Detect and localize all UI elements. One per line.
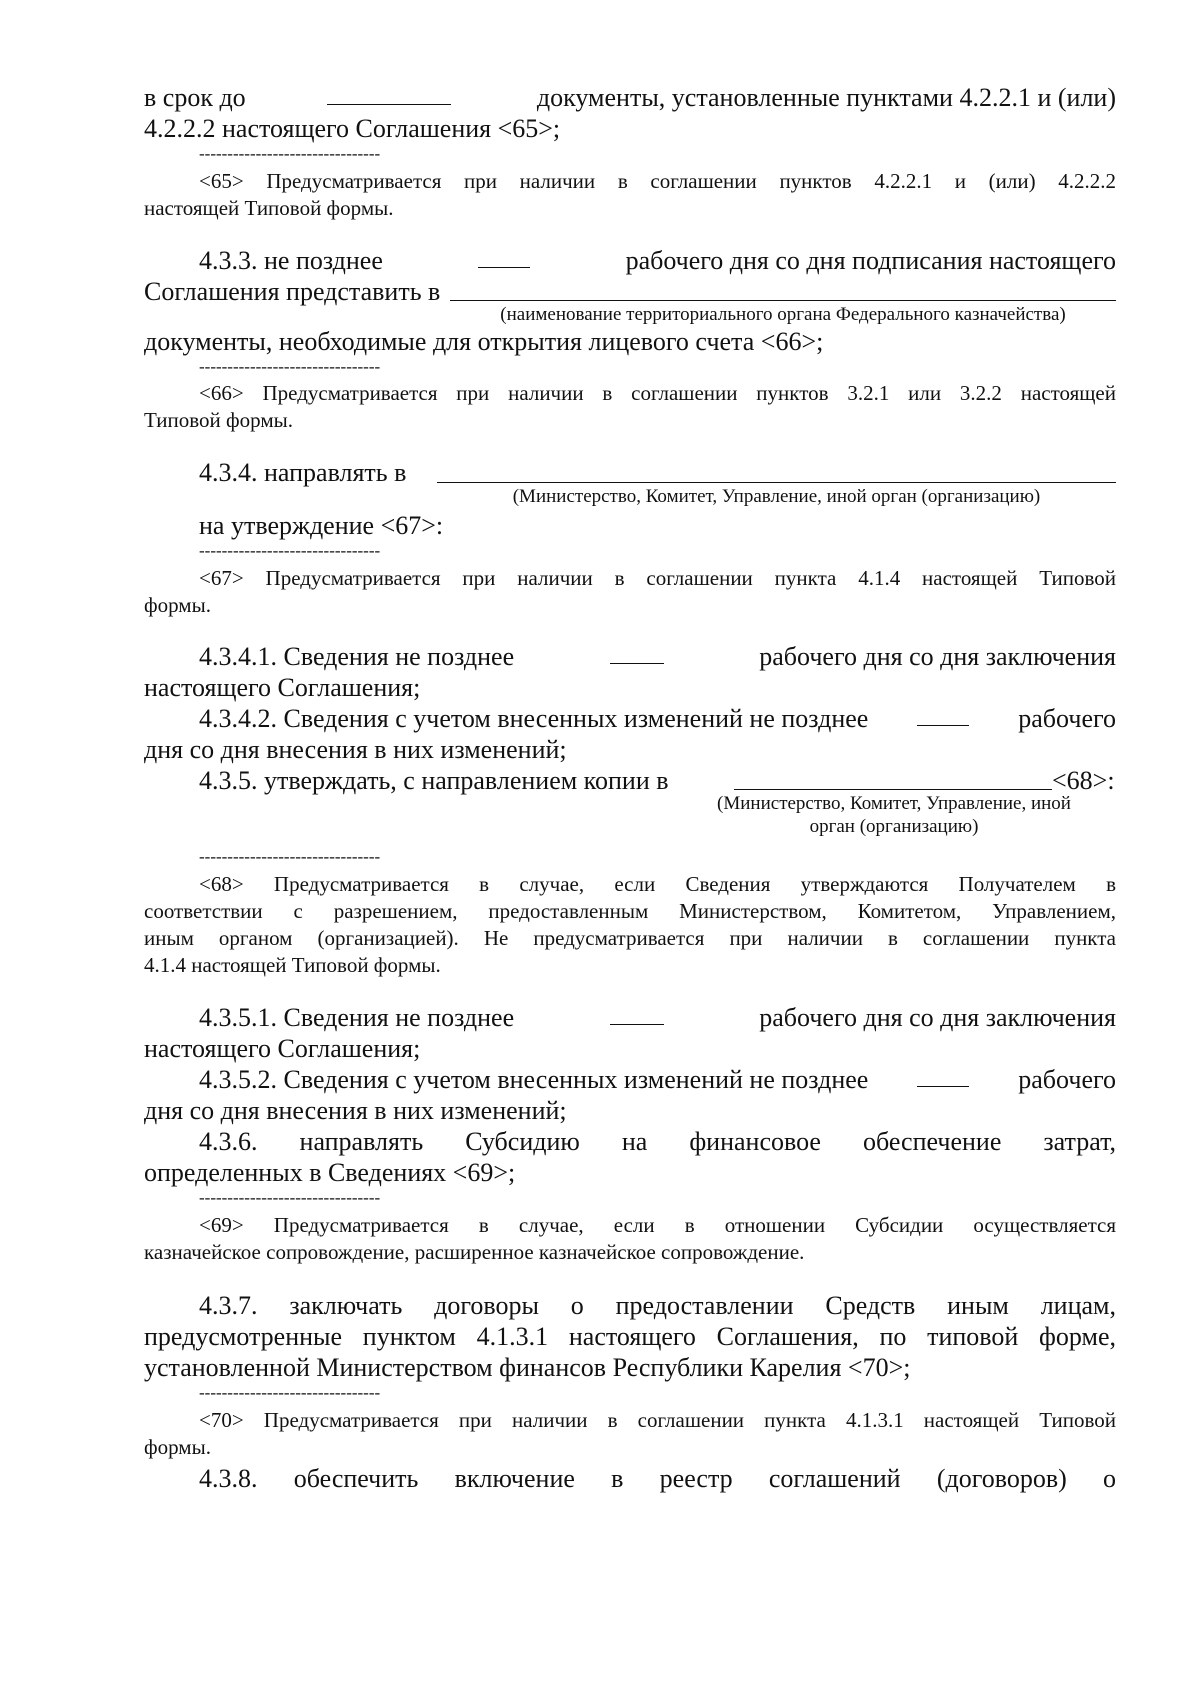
para-line: установленной Министерством финансов Республики Карелия <70>; xyxy=(144,1353,911,1382)
para-line: определенных в Сведениях <69>; xyxy=(144,1158,516,1187)
footnote-separator: -------------------------------- xyxy=(199,541,381,560)
footnote-separator: -------------------------------- xyxy=(199,1188,381,1207)
para-line: настоящего Соглашения; xyxy=(144,673,421,702)
para-line xyxy=(199,245,1116,277)
text-fragment: 4.3.3. не позднее xyxy=(199,246,383,275)
para-line xyxy=(199,1002,1116,1034)
footnote-68-cont: 4.1.4 настоящей Типовой формы. xyxy=(144,953,441,977)
text-fragment: рабочего дня со дня заключения xyxy=(759,1003,1116,1032)
para-line: Соглашения представить в xyxy=(144,277,441,306)
text-fragment: документы, установленные пунктами 4.2.2.1 и (или) xyxy=(536,83,1116,112)
footnote-separator: -------------------------------- xyxy=(199,144,381,163)
blank-day-field xyxy=(478,245,530,268)
para-line: 4.3.4. направлять в xyxy=(199,458,407,487)
blank-day-field xyxy=(917,703,969,726)
text-fragment: рабочего xyxy=(1018,704,1116,733)
footnote-68: <68> Предусматривается в случае, если Сведения утверждаются Получателем в xyxy=(199,872,1116,896)
footnote-65-cont: настоящей Типовой формы. xyxy=(144,196,394,220)
text-fragment: 4.3.4.1. Сведения не позднее xyxy=(199,642,515,671)
footnote-separator: -------------------------------- xyxy=(199,357,381,376)
footnote-66-cont: Типовой формы. xyxy=(144,408,293,432)
text-fragment: рабочего дня со дня заключения xyxy=(759,642,1116,671)
text-fragment: рабочего xyxy=(1018,1065,1116,1094)
footnote-68-cont: соответствии с разрешением, предоставленным Министерством, Комитетом, Управлением, xyxy=(144,899,1116,923)
blank-ministry-field xyxy=(437,482,1116,483)
text-fragment: рабочего дня со дня подписания настоящего xyxy=(625,246,1116,275)
blank-treasury-field xyxy=(450,300,1116,301)
footnote-69: <69> Предусматривается в случае, если в отношении Субсидии осуществляется xyxy=(199,1213,1116,1237)
para-line: 4.2.2.2 настоящего Соглашения <65>; xyxy=(144,114,561,143)
field-caption: орган (организацию) xyxy=(809,816,979,837)
footnote-67-cont: формы. xyxy=(144,593,211,617)
para-line: дня со дня внесения в них изменений; xyxy=(144,735,567,764)
text-fragment: <68>: xyxy=(1052,766,1115,795)
text-fragment: 4.3.4.2. Сведения с учетом внесенных изменений не позднее xyxy=(199,704,869,733)
footnote-separator: -------------------------------- xyxy=(199,847,381,866)
footnote-69-cont: казначейское сопровождение, расширенное казначейское сопровождение. xyxy=(144,1240,805,1264)
para-line: 4.3.8. обеспечить включение в реестр соглашений (договоров) о xyxy=(199,1464,1116,1493)
blank-day-field xyxy=(610,1002,664,1025)
text-fragment: 4.3.5.2. Сведения с учетом внесенных изменений не позднее xyxy=(199,1065,869,1094)
blank-date-field xyxy=(327,82,451,105)
field-caption: (Министерство, Комитет, Управление, иной xyxy=(717,793,1071,814)
blank-day-field xyxy=(917,1064,969,1087)
para-line: документы, необходимые для открытия лицевого счета <66>; xyxy=(144,327,824,356)
para-line xyxy=(144,82,1116,114)
footnote-70: <70> Предусматривается при наличии в соглашении пункта 4.1.3.1 настоящей Типовой xyxy=(199,1408,1116,1432)
blank-day-field xyxy=(610,641,664,664)
footnote-67: <67> Предусматривается при наличии в соглашении пункта 4.1.4 настоящей Типовой xyxy=(199,566,1116,590)
para-line xyxy=(199,1064,1116,1096)
text-fragment: 4.3.5.1. Сведения не позднее xyxy=(199,1003,515,1032)
para-line: дня со дня внесения в них изменений; xyxy=(144,1096,567,1125)
footnote-separator: -------------------------------- xyxy=(199,1383,381,1402)
footnote-70-cont: формы. xyxy=(144,1435,211,1459)
para-line xyxy=(199,641,1116,673)
footnote-65: <65> Предусматривается при наличии в соглашении пунктов 4.2.2.1 и (или) 4.2.2.2 xyxy=(199,169,1116,193)
para-line: предусмотренные пунктом 4.1.3.1 настоящего Соглашения, по типовой форме, xyxy=(144,1322,1116,1351)
text-fragment: в срок до xyxy=(144,83,246,112)
blank-ministry-field xyxy=(734,789,1052,790)
para-line: настоящего Соглашения; xyxy=(144,1034,421,1063)
para-line: на утверждение <67>: xyxy=(199,511,444,540)
para-line: 4.3.5. утверждать, с направлением копии в xyxy=(199,766,669,795)
footnote-66: <66> Предусматривается при наличии в соглашении пунктов 3.2.1 или 3.2.2 настоящей xyxy=(199,381,1116,405)
field-caption: (наименование территориального органа Федерального казначейства) xyxy=(500,304,1066,325)
para-line: 4.3.7. заключать договоры о предоставлении Средств иным лицам, xyxy=(199,1291,1116,1320)
footnote-68-cont: иным органом (организацией). Не предусматривается при наличии в соглашении пункта xyxy=(144,926,1116,950)
field-caption: (Министерство, Комитет, Управление, иной орган (организацию) xyxy=(512,486,1041,507)
para-line xyxy=(199,703,1116,735)
para-line: 4.3.6. направлять Субсидию на финансовое обеспечение затрат, xyxy=(199,1127,1116,1156)
